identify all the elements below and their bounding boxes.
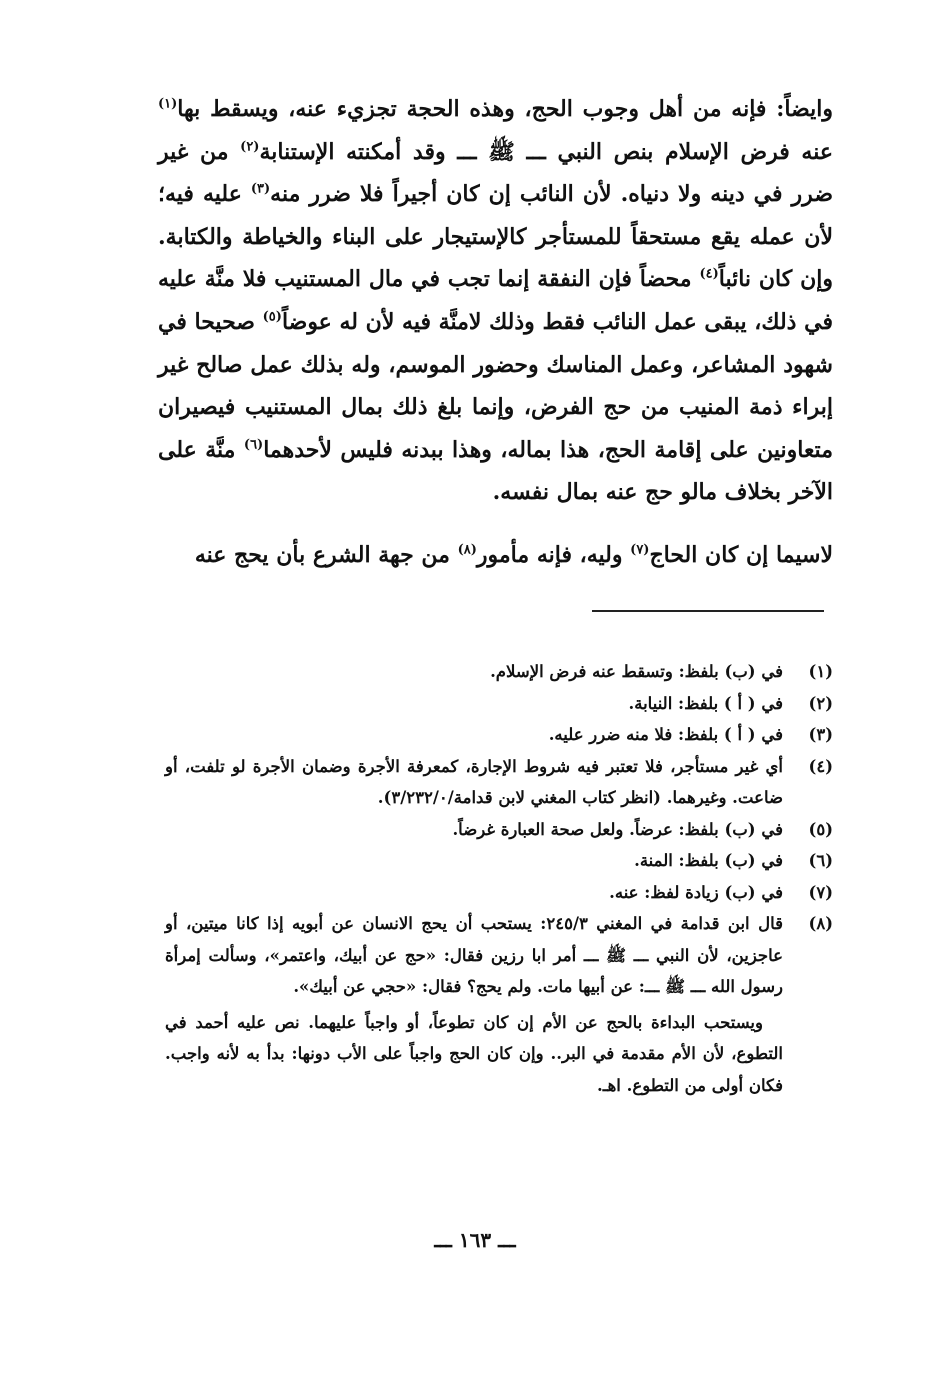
footnote-continuation: ويستحب البداءة بالحج عن الأم إن كان تطوعاً، أو واجباً عليهما. نص عليه أحمد في التطوع، لأن الأم مقدمة في البر.. وإن كان الحج واجباً على الأب دونها: بدأ به لأنه واجب. فكان أولى من التطوع. اهـ. — [165, 1012, 783, 1095]
footnote — [165, 719, 833, 751]
footnote-text: في (ب) زيادة لفظ: عنه. — [609, 882, 783, 902]
footnote-text: في (ب) بلفظ: عرضاً. ولعل صحة العبارة غرضاً. — [452, 819, 783, 839]
footnote-text: في ( أ ) بلفظ: النيابة. — [628, 693, 783, 713]
footnote — [165, 877, 833, 909]
footnote-text: في ( أ ) بلفظ: فلا منه ضرر عليه. — [548, 725, 783, 744]
text-run: عليه فيه؛ لأن عمله يقع مستحقاً للمستأجر كالإستيجار على البناء والخياطة والكتابة. وإن كان نائباً — [158, 181, 833, 293]
footnote-separator — [592, 610, 824, 612]
main-text — [158, 88, 833, 577]
footnote-number: (٥) — [808, 819, 833, 839]
text-run: منَّة على الآخر بخلاف مالو حج عنه بمال نفسه. — [158, 436, 833, 506]
footnote-number: (٢) — [808, 693, 833, 713]
footnote-ref: (٧) — [630, 542, 650, 558]
footnote — [165, 845, 833, 877]
text-run: وايضاً: فإنه من أهل وجوب الحج، وهذه الحجة تجزيء عنه، ويسقط بها — [177, 96, 833, 122]
footnote-number: (١) — [808, 662, 833, 681]
page-number: ـــ ١٦٣ ـــ — [434, 1228, 516, 1252]
text-run: محضاً فإن النفقة إنما تجب في مال المستنيب فلا منَّة عليه في ذلك، يبقى عمل النائب فقط وذلك لامنَّة فيه لأن له عوضاً — [158, 266, 833, 335]
text-run: وليه، فإنه مأمور — [476, 541, 631, 568]
footnote — [165, 814, 833, 846]
text-run: صحيحا في شهود المشاعر، وعمل المناسك وحضور الموسم، وله بذلك عمل صالح غير إبراء ذمة المنيب من حج الفرض، وإنما بلغ ذلك بمال المستنيب فيصيران متعاونين على إقامة الحج، هذا بماله، وهذا ببدنه فليس لأحدهما — [158, 308, 833, 463]
footnote-number: (٧) — [808, 882, 833, 902]
footnote-number: (٤) — [808, 756, 833, 776]
paragraph — [158, 534, 833, 577]
text-run: عنه فرض الإسلام بنص النبي ـــ ﷺ ـــ وقد أمكنته الإستنابة — [259, 138, 833, 165]
footnotes — [165, 656, 833, 1101]
text-run: من جهة الشرع بأن يحج عنه — [194, 541, 458, 568]
footnote-ref: (٢) — [240, 139, 260, 155]
footnote-ref: (١) — [158, 96, 178, 112]
footnote-ref: (٥) — [262, 309, 282, 325]
footnote-text: قال ابن قدامة في المغني ٢٤٥/٣: يستحب أن يحج الانسان عن أبويه إذا كانا ميتين، أو عاجزين، لأن النبي ـــ ﷺ ـــ أمر ابا رزين فقال: «حج عن أبيك، واعتمر»، وسألت إمرأة رسول الله ـــ ﷺ ـــ: عن أبيها مات. ولم يحج؟ فقال: «حجي عن أبيك». — [165, 914, 783, 996]
footnote — [165, 688, 833, 720]
text-run: من غير ضرر في دينه ولا دنياه. لأن النائب إن كان أجيراً فلا ضرر منه — [158, 138, 833, 208]
footnote — [165, 908, 833, 1003]
footnote-ref: (٦) — [243, 437, 264, 453]
footnote-number: (٦) — [808, 851, 833, 870]
text-run: لاسيما إن كان الحاج — [649, 541, 833, 568]
footnote-ref: (٨) — [457, 542, 477, 558]
footnote-ref: (٤) — [699, 267, 719, 283]
paragraph — [158, 88, 833, 514]
footnote-number: (٨) — [808, 914, 833, 933]
footnote — [165, 751, 833, 814]
footnote-ref: (٣) — [250, 181, 271, 197]
footnote — [165, 656, 833, 688]
footnote-text: أي غير مستأجر، فلا تعتبر فيه شروط الإجارة، كمعرفة الأجرة وضمان الأجرة لو تلفت، أو ضاعت. وغيرهما. (انظر كتاب المغني لابن قدامة/٣/٢٣٢/٠). — [165, 756, 783, 807]
footnote-number: (٣) — [808, 725, 833, 744]
footnote-text: في (ب) بلفظ: وتسقط عنه فرض الإسلام. — [490, 662, 783, 681]
footnote-text: في (ب) بلفظ: المنة. — [634, 851, 783, 870]
